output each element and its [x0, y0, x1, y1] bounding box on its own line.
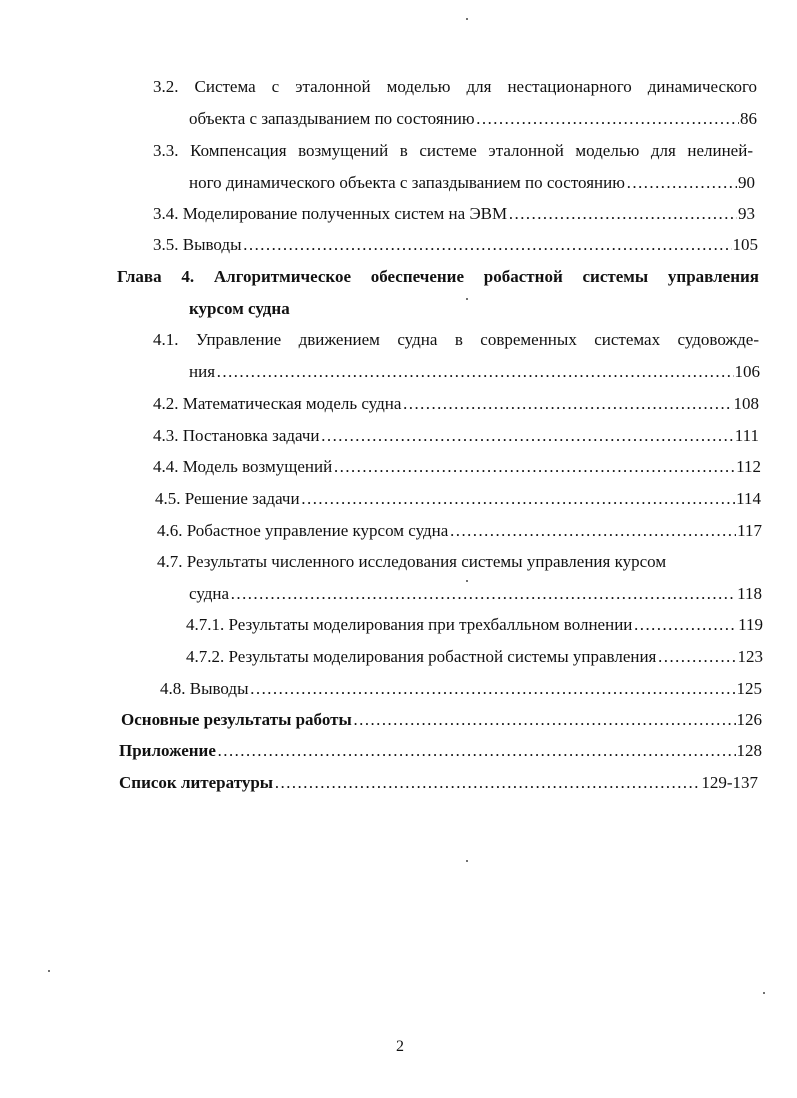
toc-entry-3-3-page: 90 [738, 173, 755, 192]
toc-entry-4-7-title: 4.7. Результаты численного исследования системы управления курсом [157, 552, 667, 571]
scan-speck [466, 18, 468, 20]
toc-entry-references-page: 129-137 [701, 773, 758, 792]
toc-entry-4-7-line1 [157, 551, 666, 573]
toc-entry-appendix-title: Приложение [119, 741, 216, 760]
leader-dots [402, 393, 732, 415]
leader-dots [633, 614, 737, 636]
toc-entry-3-3-line1 [153, 140, 753, 162]
toc-entry-3-5-page: 105 [732, 235, 758, 254]
toc-entry-4-1-line1 [153, 329, 759, 351]
leader-dots [216, 361, 733, 383]
leader-dots [217, 740, 736, 762]
toc-chapter-4-line1 [117, 266, 759, 288]
scan-speck [466, 298, 468, 300]
toc-entry-4-1-line2 [189, 361, 760, 383]
toc-entry-4-2-title: 4.2. Математическая модель судна [153, 394, 402, 413]
toc-entry-references [119, 772, 758, 794]
toc-entry-4-8 [160, 678, 762, 700]
toc-entry-4-1-page: 106 [734, 362, 760, 381]
leader-dots [301, 488, 736, 510]
toc-entry-4-7-page: 118 [737, 584, 762, 603]
toc-entry-4-7-1-page: 119 [738, 615, 763, 634]
toc-entry-4-4-page: 112 [736, 457, 761, 476]
leader-dots [333, 456, 735, 478]
toc-entry-3-4 [153, 203, 755, 225]
page-number: 2 [396, 1038, 404, 1055]
toc-entry-3-5 [153, 234, 758, 256]
leader-dots [657, 646, 736, 668]
leader-dots [274, 772, 700, 794]
toc-entry-3-4-page: 93 [738, 204, 755, 223]
toc-entry-4-8-page: 125 [736, 679, 762, 698]
toc-entry-results-page: 126 [736, 710, 762, 729]
toc-entry-4-6 [157, 520, 762, 542]
toc-entry-3-3-line2 [189, 172, 755, 194]
leader-dots [250, 678, 736, 700]
toc-entry-4-8-title: 4.8. Выводы [160, 679, 249, 698]
toc-entry-4-1-title-cont: ния [189, 362, 216, 381]
leader-dots [353, 709, 736, 731]
leader-dots [626, 172, 737, 194]
toc-chapter-4-title: Глава 4. Алгоритмическое обеспечение робастной системы управления [117, 267, 759, 286]
toc-entry-4-5 [155, 488, 761, 510]
toc-entry-4-7-title-cont: судна [189, 584, 230, 603]
toc-entry-4-3-page: 111 [734, 426, 759, 445]
toc-entry-4-4 [153, 456, 761, 478]
scan-speck [466, 860, 468, 862]
toc-entry-appendix [119, 740, 762, 762]
toc-entry-3-2-title-cont: объекта с запаздыванием по состоянию [189, 109, 475, 128]
toc-entry-3-5-title: 3.5. Выводы [153, 235, 242, 254]
toc-chapter-4-title-cont: курсом судна [189, 299, 290, 318]
toc-entry-results-title: Основные результаты работы [121, 710, 352, 729]
leader-dots [476, 108, 739, 130]
leader-dots [449, 520, 736, 542]
toc-entry-4-6-title: 4.6. Робастное управление курсом судна [157, 521, 449, 540]
toc-entry-4-5-page: 114 [736, 489, 761, 508]
toc-entry-4-7-2-title: 4.7.2. Результаты моделирования робастной системы управления [186, 647, 657, 666]
toc-entry-3-2-line1 [153, 76, 757, 98]
toc-entry-4-7-line2 [189, 583, 762, 605]
scan-speck [48, 970, 50, 972]
toc-entry-4-3 [153, 425, 759, 447]
toc-entry-3-2-line2 [189, 108, 757, 130]
scan-speck [763, 992, 765, 994]
toc-entry-appendix-page: 128 [736, 741, 762, 760]
toc-entry-4-2 [153, 393, 759, 415]
leader-dots [508, 203, 737, 225]
scan-speck [466, 580, 468, 582]
toc-entry-4-7-1 [186, 614, 763, 636]
leader-dots [321, 425, 734, 447]
toc-entry-4-5-title: 4.5. Решение задачи [155, 489, 300, 508]
toc-entry-4-4-title: 4.4. Модель возмущений [153, 457, 333, 476]
toc-entry-3-4-title: 3.4. Моделирование полученных систем на ЭВМ [153, 204, 508, 223]
toc-entry-4-3-title: 4.3. Постановка задачи [153, 426, 320, 445]
toc-entry-results [121, 709, 762, 731]
toc-entry-3-3-title-cont: ного динамического объекта с запаздыванием по состоянию [189, 173, 625, 192]
toc-entry-4-7-2-page: 123 [737, 647, 763, 666]
toc-entry-3-3-title: 3.3. Компенсация возмущений в системе эталонной моделью для нелиней- [153, 141, 753, 160]
toc-entry-4-7-1-title: 4.7.1. Результаты моделирования при трехбалльном волнении [186, 615, 633, 634]
toc-entry-3-2-page: 86 [740, 109, 757, 128]
leader-dots [243, 234, 732, 256]
toc-entry-4-6-page: 117 [737, 521, 762, 540]
toc-entry-4-7-2 [186, 646, 763, 668]
toc-entry-4-2-page: 108 [733, 394, 759, 413]
toc-entry-references-title: Список литературы [119, 773, 274, 792]
toc-entry-4-1-title: 4.1. Управление движением судна в современных системах судовожде- [153, 330, 759, 349]
toc-chapter-4-line2 [189, 298, 290, 320]
leader-dots [230, 583, 736, 605]
toc-entry-3-2-title: 3.2. Система с эталонной моделью для нестационарного динамического [153, 77, 757, 96]
